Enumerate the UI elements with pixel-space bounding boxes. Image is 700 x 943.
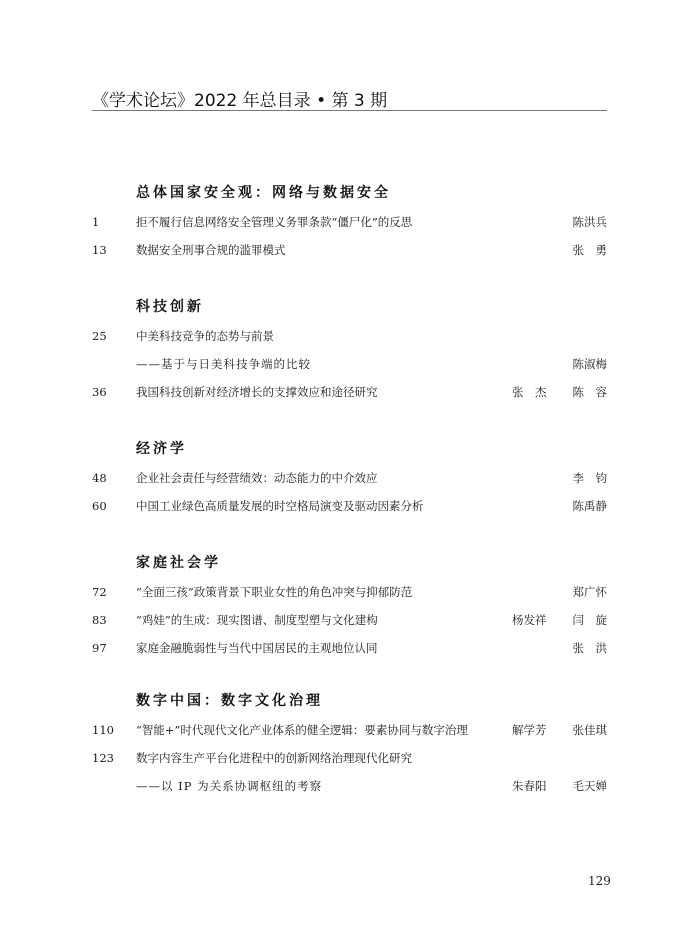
toc-section bbox=[92, 292, 607, 406]
toc-entry bbox=[92, 378, 607, 406]
entry-title: 我国科技创新对经济增长的支撑效应和途径研究 bbox=[136, 385, 378, 399]
entry-author: 李 钧 bbox=[572, 471, 607, 485]
entry-page-number: 60 bbox=[92, 499, 107, 513]
entry-title: 数字内容生产平台化进程中的创新网络治理现代化研究 bbox=[136, 751, 412, 765]
entry-page-number: 13 bbox=[92, 243, 107, 257]
entry-title: 中美科技竞争的态势与前景 bbox=[136, 329, 274, 343]
section-title: 经济学 bbox=[136, 441, 187, 457]
toc-entry bbox=[92, 634, 607, 662]
page-number-footer: 129 bbox=[588, 874, 611, 888]
toc-entry bbox=[92, 606, 607, 634]
entry-author: 陈禹静 bbox=[572, 499, 607, 513]
section-title: 家庭社会学 bbox=[136, 555, 221, 571]
entry-author: 张 洪 bbox=[572, 641, 607, 655]
section-title: 科技创新 bbox=[136, 299, 204, 315]
entry-page-number: 72 bbox=[92, 585, 107, 599]
header-divider bbox=[92, 110, 607, 111]
toc-entry bbox=[92, 716, 607, 744]
entry-title: 数据安全刑事合规的滥罪模式 bbox=[136, 243, 286, 257]
entry-author: 毛天婵 bbox=[572, 779, 607, 793]
entry-author: 张 勇 bbox=[572, 243, 607, 257]
entry-page-number: 1 bbox=[92, 215, 100, 229]
entry-page-number: 25 bbox=[92, 329, 107, 343]
entry-author: 张佳琪 bbox=[572, 723, 607, 737]
entry-title: 中国工业绿色高质量发展的时空格局演变及驱动因素分析 bbox=[136, 499, 424, 513]
toc-entry-subtitle bbox=[92, 772, 607, 800]
entry-title: “智能+”时代现代文化产业体系的健全逻辑：要素协同与数字治理 bbox=[136, 723, 468, 737]
entry-subtitle: ——基于与日美科技争端的比较 bbox=[136, 357, 311, 371]
section-title: 数字中国：数字文化治理 bbox=[136, 693, 323, 709]
toc-entry bbox=[92, 236, 607, 264]
toc-section bbox=[92, 686, 607, 800]
toc-entry bbox=[92, 464, 607, 492]
entry-author: 解学芳 bbox=[512, 723, 547, 737]
entry-author: 朱春阳 bbox=[512, 779, 547, 793]
entry-title: “鸡娃”的生成：现实图谱、制度型塑与文化建构 bbox=[136, 613, 378, 627]
entry-author: 闫 旋 bbox=[572, 613, 607, 627]
toc-entry bbox=[92, 744, 607, 772]
entry-page-number: 48 bbox=[92, 471, 107, 485]
entry-author: 陈洪兵 bbox=[572, 215, 607, 229]
entry-author: 陈淑梅 bbox=[572, 357, 607, 371]
entry-title: 企业社会责任与经营绩效：动态能力的中介效应 bbox=[136, 471, 378, 485]
entry-author: 杨发祥 bbox=[512, 613, 547, 627]
entry-subtitle: ——以 IP 为关系协调枢纽的考察 bbox=[136, 779, 323, 793]
toc-entry bbox=[92, 322, 607, 350]
entry-title: “全面三孩”政策背景下职业女性的角色冲突与抑郁防范 bbox=[136, 585, 413, 599]
entry-title: 拒不履行信息网络安全管理义务罪条款“僵尸化”的反思 bbox=[136, 215, 413, 229]
toc-entry bbox=[92, 492, 607, 520]
toc-entry-subtitle bbox=[92, 350, 607, 378]
section-title: 总体国家安全观：网络与数据安全 bbox=[136, 185, 391, 201]
entry-page-number: 123 bbox=[92, 751, 114, 765]
entry-page-number: 97 bbox=[92, 641, 107, 655]
entry-author: 陈 容 bbox=[572, 385, 607, 399]
entry-page-number: 83 bbox=[92, 613, 107, 627]
toc-section bbox=[92, 434, 607, 520]
toc-entry bbox=[92, 208, 607, 236]
toc-entry bbox=[92, 578, 607, 606]
toc-section bbox=[92, 548, 607, 662]
entry-page-number: 110 bbox=[92, 723, 114, 737]
entry-author: 郑广怀 bbox=[572, 585, 607, 599]
entry-author: 张 杰 bbox=[512, 385, 547, 399]
page-header-title: 《学术论坛》2022 年总目录 • 第 3 期 bbox=[92, 91, 388, 111]
toc-section bbox=[92, 178, 607, 264]
entry-title: 家庭金融脆弱性与当代中国居民的主观地位认同 bbox=[136, 641, 378, 655]
entry-page-number: 36 bbox=[92, 385, 107, 399]
